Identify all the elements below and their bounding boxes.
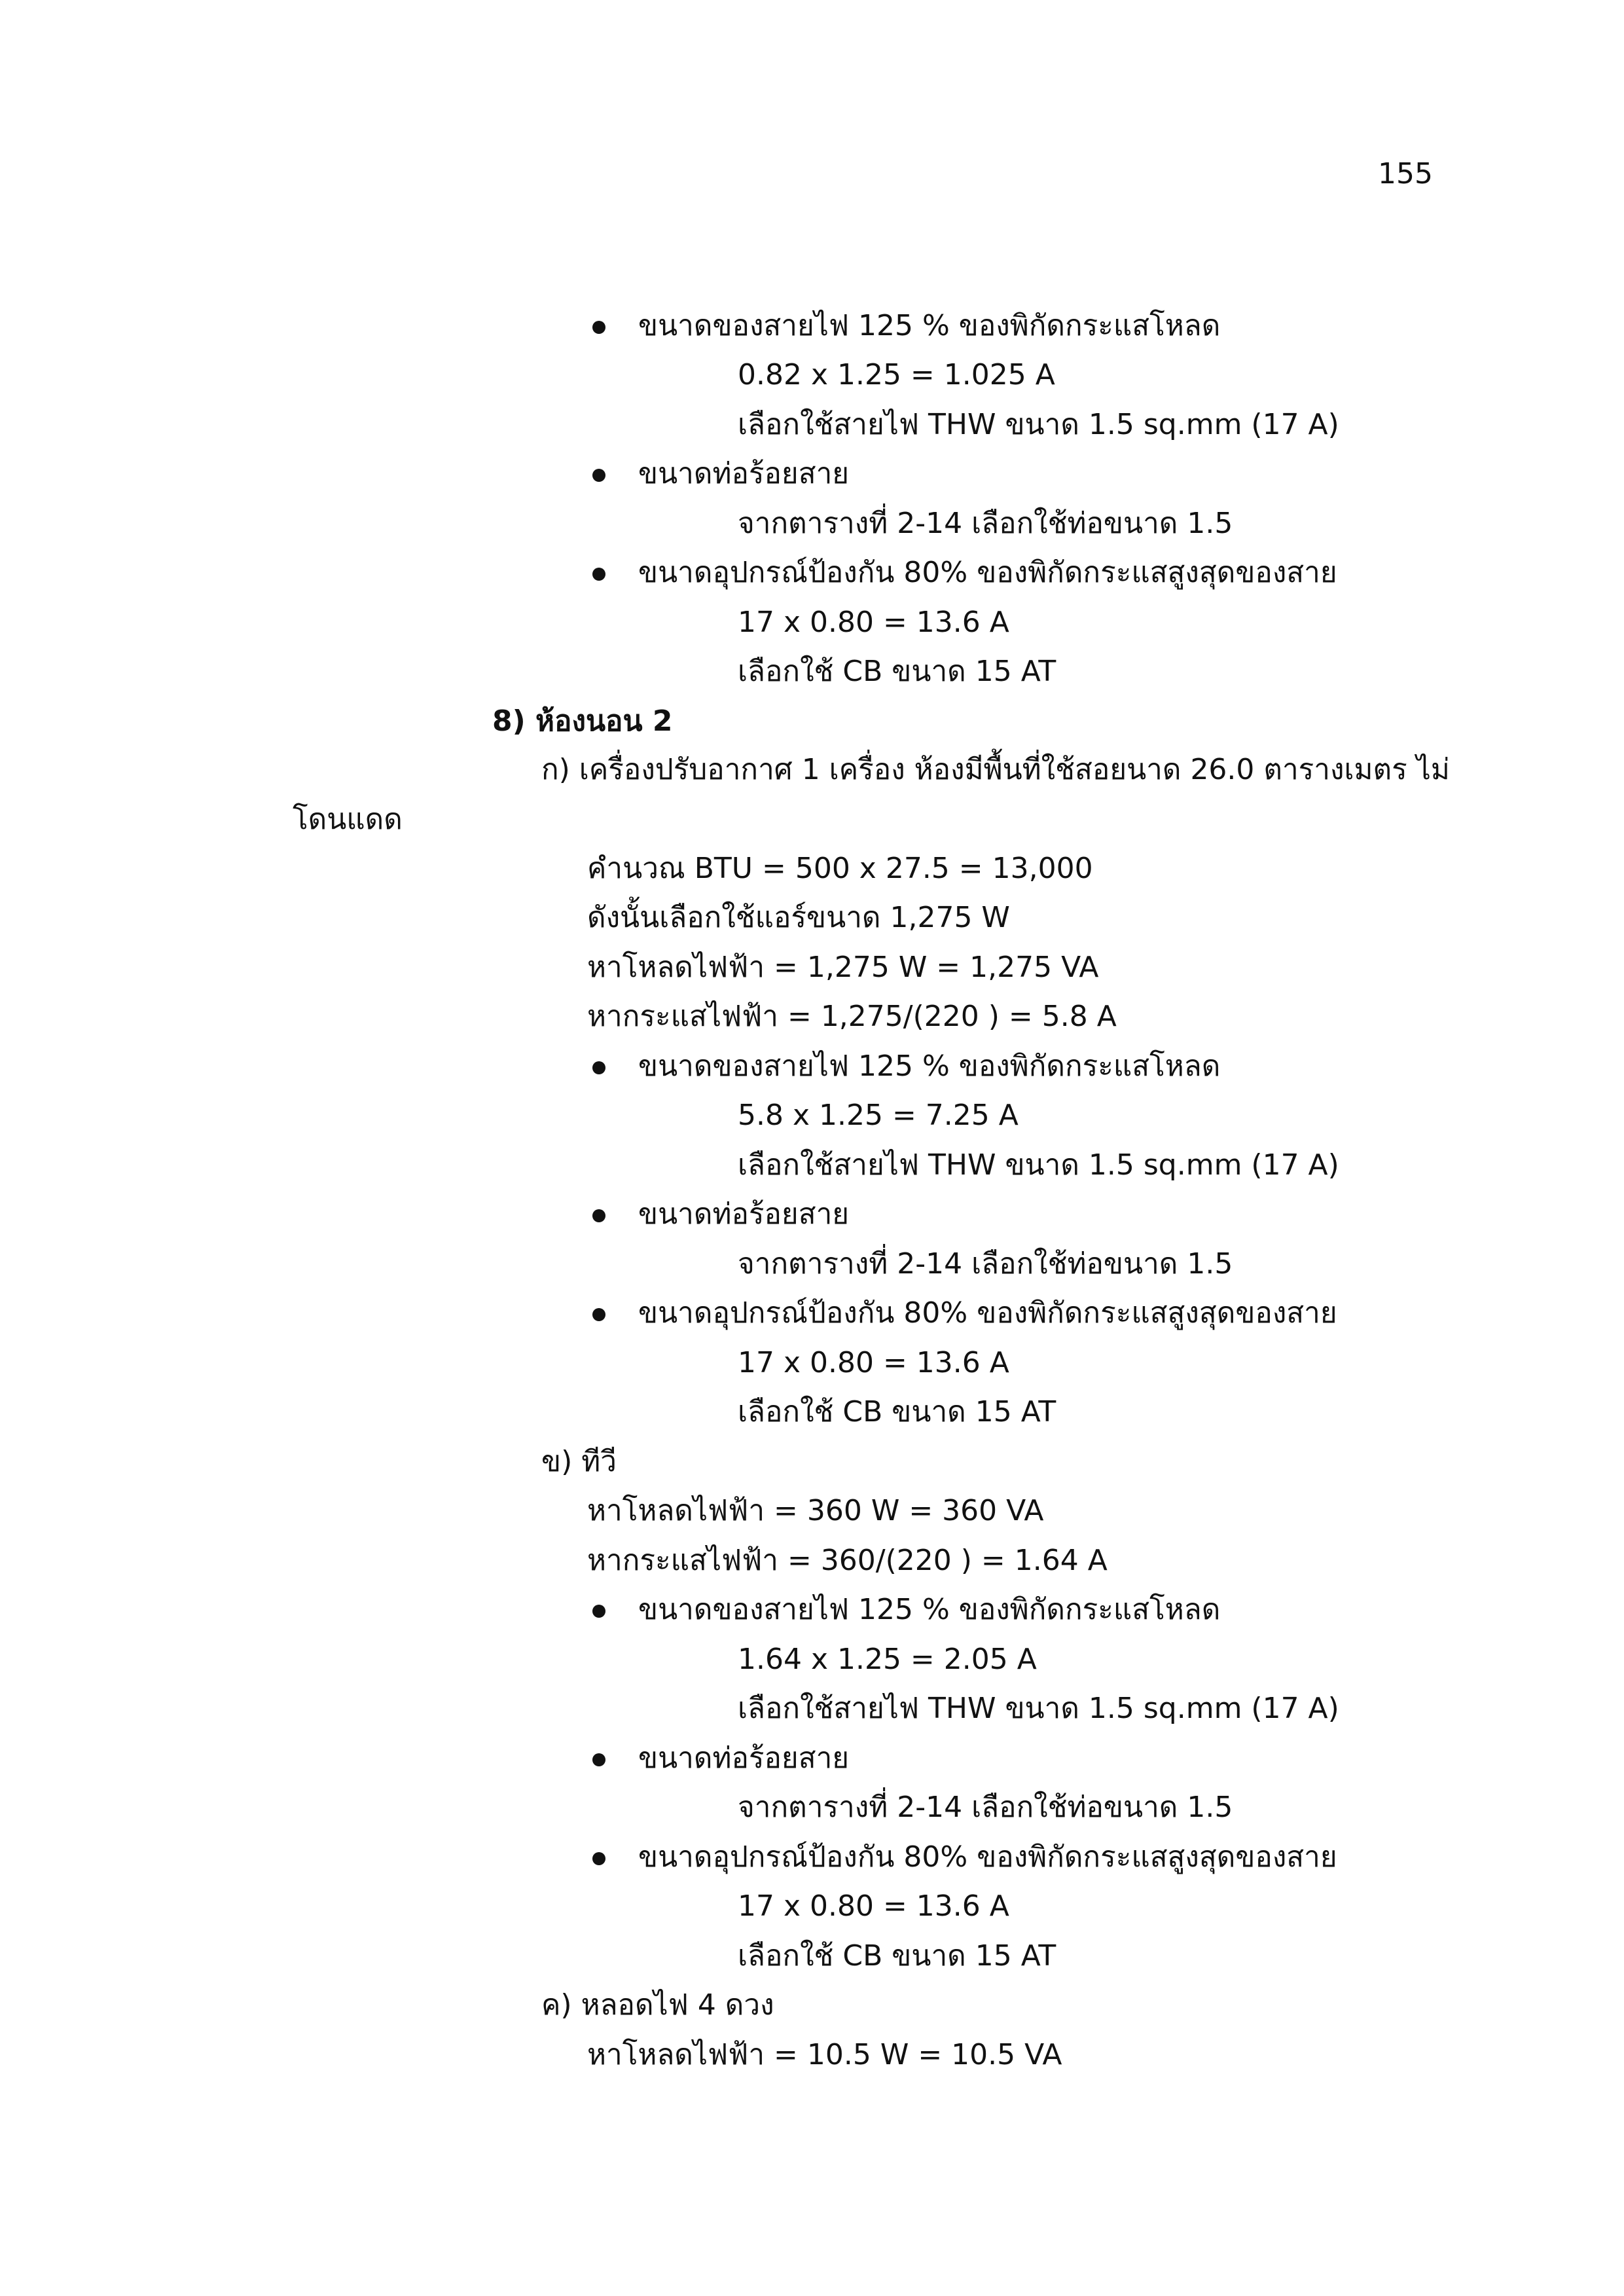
text-line: 17 x 0.80 = 13.6 A bbox=[738, 1889, 1009, 1923]
text-line: เลือกใช้ CB ขนาด 15 AT bbox=[738, 655, 1056, 688]
text-line: ขนาดของสายไฟ 125 % ของพิกัดกระแสโหลด bbox=[638, 309, 1221, 342]
text-line: หาโหลดไฟฟ้า = 1,275 W = 1,275 VA bbox=[587, 951, 1099, 984]
text-line: ขนาดท่อร้อยสาย bbox=[638, 457, 850, 490]
page-number: 155 bbox=[1378, 157, 1433, 191]
text-line: 0.82 x 1.25 = 1.025 A bbox=[738, 358, 1055, 392]
bullet-icon bbox=[592, 1753, 605, 1766]
bullet-icon bbox=[592, 1605, 605, 1618]
text-line: ข) ทีวี bbox=[541, 1445, 617, 1478]
text-line: ขนาดท่อร้อยสาย bbox=[638, 1197, 850, 1231]
text-line: โดนแดด bbox=[293, 803, 403, 836]
text-line: 17 x 0.80 = 13.6 A bbox=[738, 606, 1009, 639]
bullet-icon bbox=[592, 1061, 605, 1074]
text-line: หากระแสไฟฟ้า = 360/(220 ) = 1.64 A bbox=[587, 1544, 1108, 1577]
section-heading: 8) ห้องนอน 2 bbox=[492, 704, 673, 738]
text-line: จากตารางที่ 2-14 เลือกใช้ท่อขนาด 1.5 bbox=[738, 507, 1233, 540]
bullet-icon bbox=[592, 1852, 605, 1865]
text-line: หาโหลดไฟฟ้า = 360 W = 360 VA bbox=[587, 1494, 1044, 1527]
text-line: ขนาดอุปกรณ์ป้องกัน 80% ของพิกัดกระแสสูงสุดของสาย bbox=[638, 1296, 1337, 1330]
text-line: เลือกใช้สายไฟ THW ขนาด 1.5 sq.mm (17 A) bbox=[738, 1692, 1339, 1725]
text-line: 1.64 x 1.25 = 2.05 A bbox=[738, 1643, 1037, 1676]
text-line: ขนาดของสายไฟ 125 % ของพิกัดกระแสโหลด bbox=[638, 1049, 1221, 1083]
bullet-icon bbox=[592, 1308, 605, 1321]
text-line: เลือกใช้สายไฟ THW ขนาด 1.5 sq.mm (17 A) bbox=[738, 1148, 1339, 1182]
text-line: เลือกใช้สายไฟ THW ขนาด 1.5 sq.mm (17 A) bbox=[738, 408, 1339, 441]
text-line: ขนาดท่อร้อยสาย bbox=[638, 1741, 850, 1775]
bullet-icon bbox=[592, 1209, 605, 1222]
text-line: เลือกใช้ CB ขนาด 15 AT bbox=[738, 1395, 1056, 1429]
text-line: ขนาดอุปกรณ์ป้องกัน 80% ของพิกัดกระแสสูงสุดของสาย bbox=[638, 556, 1337, 589]
bullet-icon bbox=[592, 321, 605, 334]
text-line: 17 x 0.80 = 13.6 A bbox=[738, 1346, 1009, 1379]
text-line: หากระแสไฟฟ้า = 1,275/(220 ) = 5.8 A bbox=[587, 1000, 1117, 1033]
text-line: ก) เครื่องปรับอากาศ 1 เครื่อง ห้องมีพื้นที่ใช้สอยนาด 26.0 ตารางเมตร ไม่ bbox=[541, 753, 1450, 786]
text-line: 5.8 x 1.25 = 7.25 A bbox=[738, 1099, 1019, 1132]
text-line: หาโหลดไฟฟ้า = 10.5 W = 10.5 VA bbox=[587, 2038, 1062, 2071]
bullet-icon bbox=[592, 469, 605, 482]
text-line: ขนาดของสายไฟ 125 % ของพิกัดกระแสโหลด bbox=[638, 1593, 1221, 1626]
text-line: ค) หลอดไฟ 4 ดวง bbox=[541, 1988, 774, 2022]
text-line: จากตารางที่ 2-14 เลือกใช้ท่อขนาด 1.5 bbox=[738, 1247, 1233, 1281]
text-line: ดังนั้นเลือกใช้แอร์ขนาด 1,275 W bbox=[587, 901, 1010, 934]
text-line: ขนาดอุปกรณ์ป้องกัน 80% ของพิกัดกระแสสูงสุดของสาย bbox=[638, 1840, 1337, 1874]
text-line: เลือกใช้ CB ขนาด 15 AT bbox=[738, 1939, 1056, 1973]
bullet-icon bbox=[592, 568, 605, 581]
text-line: จากตารางที่ 2-14 เลือกใช้ท่อขนาด 1.5 bbox=[738, 1791, 1233, 1824]
text-line: คำนวณ BTU = 500 x 27.5 = 13,000 bbox=[587, 852, 1093, 885]
